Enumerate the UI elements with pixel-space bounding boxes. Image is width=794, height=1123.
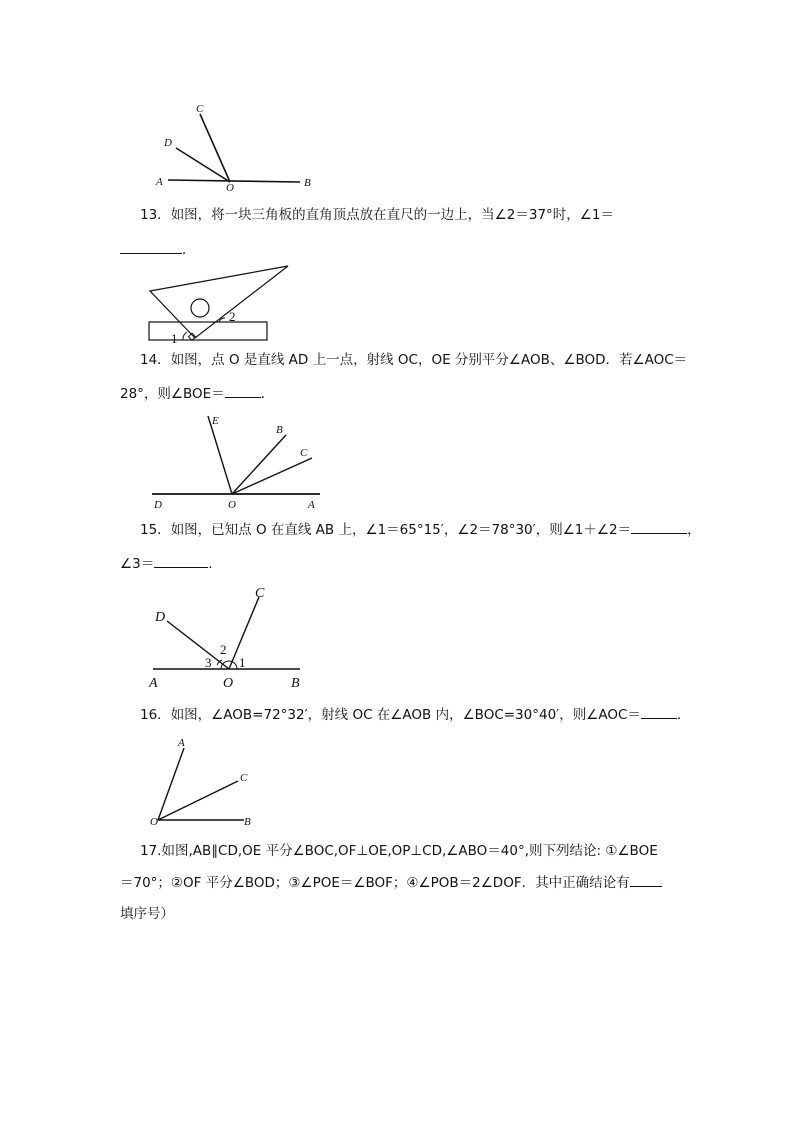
label-o: O: [226, 182, 234, 194]
label-angle-3: 3: [205, 655, 212, 670]
label-b: B: [244, 816, 251, 828]
label-angle-1: 1: [239, 655, 246, 670]
figure-q14: [148, 410, 328, 512]
q16-answer-blank[interactable]: [641, 706, 677, 719]
q15-answer-blank-2[interactable]: [154, 555, 208, 568]
q15-line2-prefix: ∠3＝: [120, 556, 155, 572]
q16-end: ．: [676, 707, 691, 723]
q14-end: ．: [260, 386, 275, 402]
q15-line1-end: ，: [687, 522, 701, 538]
q15-line1: 如图，已知点 O 在直线 AB 上，∠1＝65°15′，∠2＝78°30′，则∠1＋∠2＝: [170, 522, 632, 538]
q14-answer-blank[interactable]: [225, 385, 261, 398]
label-c: C: [240, 772, 248, 784]
label-o: O: [150, 816, 158, 828]
question-17-line2: [120, 873, 662, 893]
q15-end: ．: [208, 556, 222, 572]
label-a: A: [149, 676, 158, 691]
label-d: D: [155, 610, 166, 625]
label-angle-2: 2: [220, 642, 227, 657]
label-d: D: [164, 137, 172, 149]
question-15: [140, 520, 701, 540]
label-b: B: [304, 177, 311, 189]
question-14: [140, 350, 687, 370]
label-d: D: [154, 499, 162, 511]
question-16: [140, 705, 690, 725]
q14-number: 14．: [140, 352, 171, 368]
label-c: C: [300, 447, 308, 459]
question-15-line2: [120, 554, 222, 574]
question-14-line2: [120, 384, 274, 404]
label-o: O: [228, 499, 236, 511]
figure-q15: [145, 583, 315, 693]
label-a: A: [156, 176, 163, 188]
label-b: B: [276, 424, 283, 436]
q16-text: 如图，∠AOB=72°32′，射线 OC 在∠AOB 内，∠BOC=30°40′，则∠AOC＝: [170, 707, 641, 723]
q13-end: ．: [182, 242, 196, 258]
label-angle-2: 2: [229, 309, 236, 324]
question-13-line2: [120, 240, 196, 260]
question-17-line3: [120, 904, 174, 924]
q14-line1: 如图，点 O 是直线 AD 上一点，射线 OC，OE 分别平分∠AOB、∠BOD．若∠AOC＝: [170, 352, 688, 368]
figure-q13: [145, 262, 295, 344]
q14-line2-prefix: 28°，则∠BOE＝: [120, 386, 225, 402]
label-a: A: [308, 499, 315, 511]
q13-answer-blank[interactable]: [120, 241, 182, 254]
question-17: [140, 841, 658, 861]
q17-line3: 填序号）: [120, 906, 174, 922]
label-b: B: [291, 676, 300, 691]
q17-number: 17.: [140, 843, 162, 859]
label-o: O: [223, 676, 234, 691]
q13-number: 13．: [140, 207, 171, 223]
q15-number: 15．: [140, 522, 171, 538]
label-e: E: [212, 415, 219, 427]
q15-answer-blank-1[interactable]: [631, 521, 687, 534]
figure-q16: [148, 736, 258, 828]
figure-q12: [150, 100, 320, 195]
question-13: [140, 205, 614, 225]
q17-line2: ＝70°；②OF 平分∠BOD；③∠POE＝∠BOF；④∠POB＝2∠DOF．其中正确结论有: [120, 875, 630, 891]
label-c: C: [196, 103, 204, 115]
q16-number: 16．: [140, 707, 171, 723]
label-angle-1: 1: [171, 331, 178, 344]
q13-text: 如图，将一块三角板的直角顶点放在直尺的一边上，当∠2＝37°时，∠1＝: [170, 207, 614, 223]
q17-answer-blank[interactable]: [630, 874, 662, 887]
label-a: A: [178, 737, 185, 749]
label-c: C: [255, 586, 265, 601]
q17-line1: 如图,AB∥CD,OE 平分∠BOC,OF⊥OE,OP⊥CD,∠ABO＝40°,则下列结论: ①∠BOE: [161, 843, 658, 859]
